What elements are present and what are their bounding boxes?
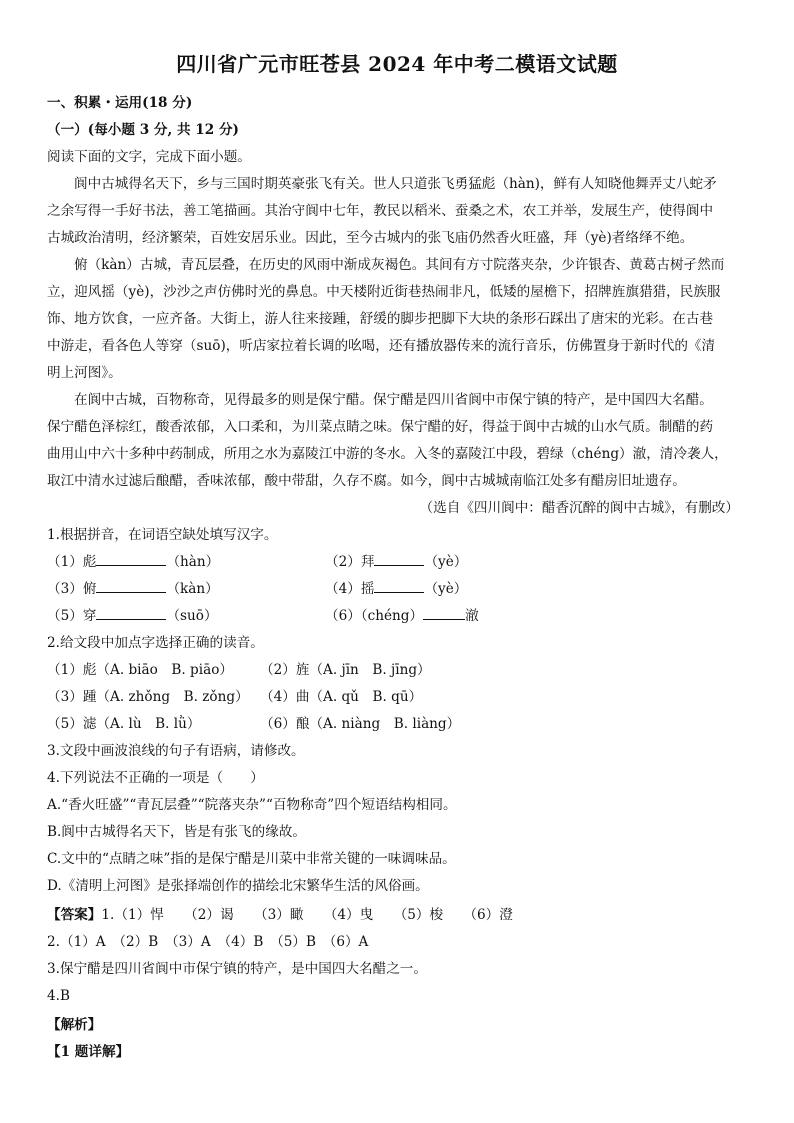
question-2-option: （1）彪（A. biāo B. piāo） [47, 662, 233, 678]
passage-line: 曲用山中六十多种中药制成，所用之水为嘉陵江中游的冬水。入冬的嘉陵江中段，碧绿（chéng）澈，清冷袭人， [47, 446, 728, 462]
answer-blank[interactable] [96, 551, 166, 566]
answer-blank[interactable] [96, 605, 166, 620]
item-label: （6）（chéng） [325, 608, 424, 624]
answer-line-1 [47, 902, 513, 929]
item-pinyin: （yè） [424, 581, 468, 597]
question-2-option: （3）踵（A. zhǒng B. zǒng） [47, 689, 249, 705]
subsection-heading: （一）(每小题 3 分, 共 12 分) [47, 122, 239, 138]
passage-line: 立，迎风摇（yè)，沙沙之声仿佛时光的鼻息。中天楼附近街巷热闹非凡，低矮的屋檐下，招牌旌旗猎猎，民族服 [47, 284, 721, 300]
question-2-stem: 2.给文段中加点字选择正确的读音。 [47, 635, 264, 651]
question-1-item [47, 549, 219, 576]
question-3-stem: 3.文段中画波浪线的句子有语病，请修改。 [47, 743, 305, 759]
answer-line-4: 4.B [47, 988, 70, 1004]
question-2-option: （4）曲（A. qǔ B. qū） [260, 689, 423, 705]
passage-line: 之余写得一手好书法，善工笔描画。其治守阆中七年，教民以稻米、蚕桑之术，农工并举，发展生产，使得阆中 [47, 203, 714, 219]
detail-heading: 【1 题详解】 [47, 1044, 130, 1060]
item-pinyin: （yè） [424, 554, 468, 570]
question-4-stem: 4.下列说法不正确的一项是（ ） [47, 770, 264, 786]
question-4-option-a: A.“香火旺盛”“青瓦层叠”“院落夹杂”“百物称奇”四个短语结构相同。 [47, 797, 457, 813]
passage-line: 俯（kàn）古城，青瓦层叠，在历史的风雨中渐成灰褐色。其间有方寸院落夹杂，少许银杏、黄葛古树孑然而 [74, 257, 725, 273]
question-1-item [47, 603, 218, 630]
passage-line: 保宁醋色泽棕红，酸香浓郁，入口柔和，为川菜点睛之味。保宁醋的好，得益于阆中古城的山水气质。制醋的药 [47, 419, 714, 435]
question-1-stem: 1.根据拼音，在词语空缺处填写汉字。 [47, 527, 278, 543]
page-title: 四川省广元市旺苍县 2024 年中考二模语文试题 [176, 52, 618, 76]
question-1-item [325, 549, 467, 576]
answer-line-2: 2.（1）A （2）B （3）A （4）B （5）B （6）A [47, 934, 369, 950]
analysis-heading: 【解析】 [47, 1017, 102, 1033]
answer-1-text: 1.（1）悍 （2）谒 （3）瞰 （4）曳 （5）梭 （6）澄 [101, 907, 513, 923]
item-pinyin: 澈 [465, 608, 479, 624]
answer-label: 【答案】 [47, 907, 102, 923]
question-4-option-b: B.阆中古城得名天下，皆是有张飞的缘故。 [47, 824, 306, 840]
answer-blank[interactable] [374, 551, 424, 566]
question-4-option-c: C.文中的“点睛之味”指的是保宁醋是川菜中非常关键的一味调味品。 [47, 851, 456, 867]
question-2-option: （2）旌（A. jīn B. jīng） [260, 662, 431, 678]
source-note: （选自《四川阆中：醋香沉醉的阆中古城》，有删改） [419, 500, 739, 516]
passage-line: 在阆中古城，百物称奇，见得最多的则是保宁醋。保宁醋是四川省阆中市保宁镇的特产，是中国四大名醋。 [74, 392, 713, 408]
passage-line: 明上河图》。 [47, 365, 122, 381]
passage-line: 古城政治清明，经济繁荣，百姓安居乐业。因此，至今古城内的张飞庙仍然香火旺盛，拜（yè)者络绎不绝。 [47, 230, 694, 246]
item-pinyin: （kàn） [166, 581, 219, 597]
answer-blank[interactable] [96, 578, 166, 593]
item-label: （2）拜 [325, 554, 375, 570]
item-label: （5）穿 [47, 608, 97, 624]
question-1-item [325, 576, 467, 603]
item-pinyin: （suō） [166, 608, 218, 624]
answer-blank[interactable] [374, 578, 424, 593]
item-label: （1）彪 [47, 554, 97, 570]
question-1-item [47, 576, 219, 603]
passage-line: 阆中古城得名天下，乡与三国时期英豪张飞有关。世人只道张飞勇猛彪（hàn)，鲜有人知晓他舞弄丈八蛇矛 [74, 176, 717, 192]
question-4-option-d: D.《清明上河图》是张择端创作的描绘北宋繁华生活的风俗画。 [47, 878, 429, 894]
item-label: （3）俯 [47, 581, 97, 597]
answer-line-3: 3.保宁醋是四川省阆中市保宁镇的特产，是中国四大名醋之一。 [47, 961, 427, 977]
question-1-item [325, 603, 479, 630]
answer-blank[interactable] [423, 605, 465, 620]
section-heading: 一、积累・运用(18 分) [47, 95, 193, 111]
passage-line: 饰、地方饮食，一应齐备。大街上，游人往来接踵，舒缓的脚步把脚下大块的条形石踩出了唐宋的光彩。在古巷 [47, 311, 714, 327]
item-pinyin: （hàn） [166, 554, 220, 570]
passage-line: 中游走，看各色人等穿（suō)，听店家拉着长调的吆喝，还有播放器传来的流行音乐，仿佛置身于新时代的《清 [47, 338, 716, 354]
passage-line: 取江中清水过滤后酿醋，香味浓郁，酸中带甜，久存不腐。如今，阆中古城城南临江处多有醋房旧址遗存。 [47, 473, 686, 489]
question-2-option: （6）酿（A. niàng B. liàng） [260, 716, 461, 732]
question-2-option: （5）滤（A. lù B. lǜ） [47, 716, 201, 732]
instruction-text: 阅读下面的文字，完成下面小题。 [47, 149, 251, 165]
item-label: （4）摇 [325, 581, 375, 597]
